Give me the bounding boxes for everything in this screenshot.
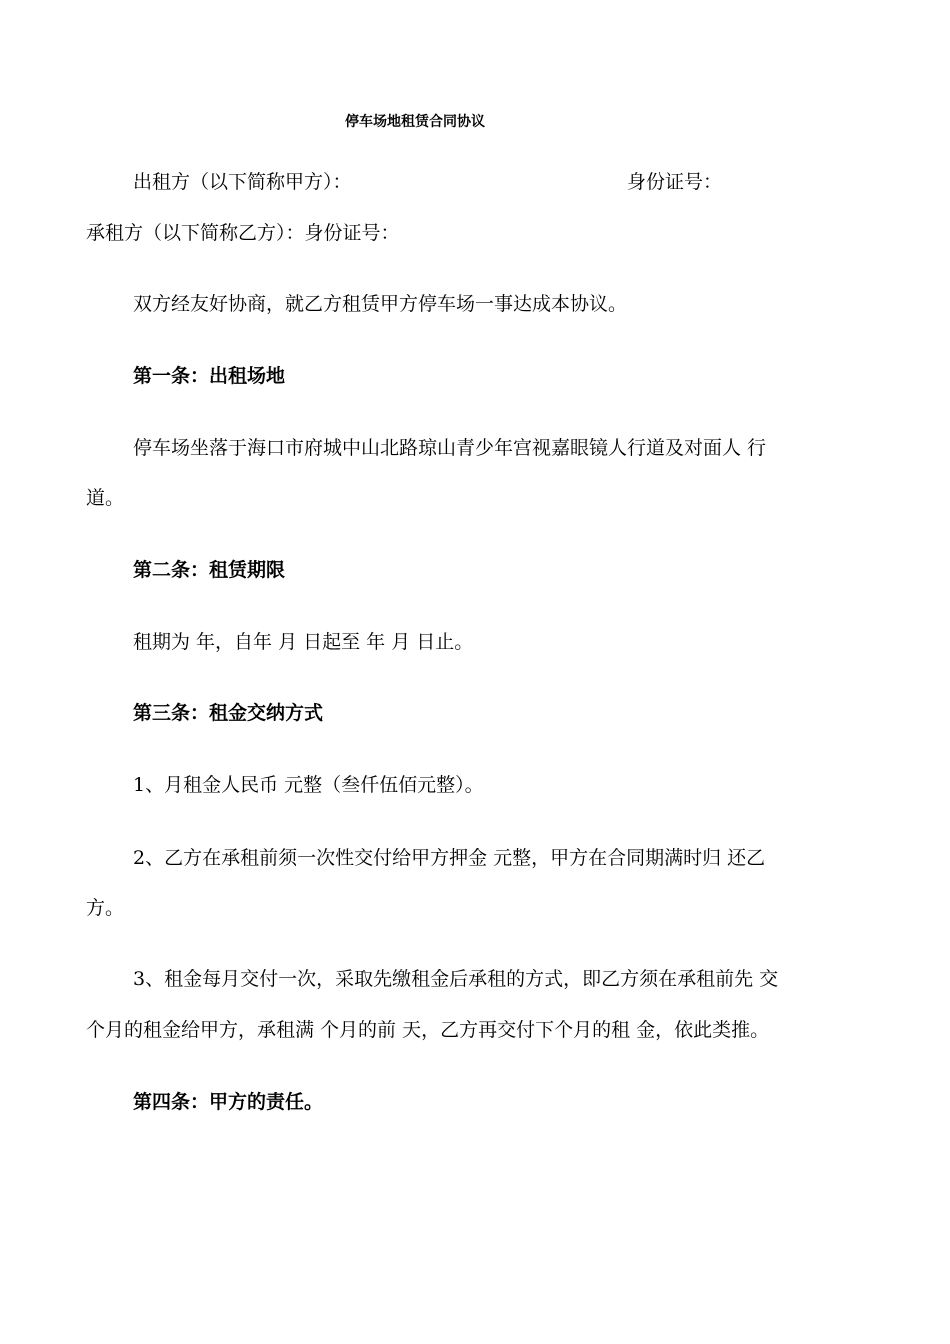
party-a-label: 出租方（以下简称甲方）： — [133, 171, 352, 193]
article2-heading: 第二条：租赁期限 — [133, 559, 286, 581]
article3-item3-line2: 个月的租金给甲方，承租满 个月的前 天，乙方再交付下个月的租 金，依此类推。 — [86, 1019, 770, 1041]
intro-paragraph: 双方经友好协商，就乙方租赁甲方停车场一事达成本协议。 — [133, 293, 628, 315]
article3-item1: 1、月租金人民币 元整（叁仟伍佰元整）。 — [133, 774, 484, 796]
article3-heading: 第三条：租金交纳方式 — [133, 702, 324, 724]
party-b-line: 承租方（以下简称乙方）：身份证号： — [86, 222, 400, 244]
article3-item2-line1: 2、乙方在承租前须一次性交付给甲方押金 元整，甲方在合同期满时归 还乙 — [133, 847, 766, 869]
party-a-id-label: 身份证号： — [627, 171, 723, 193]
article1-text-line1: 停车场坐落于海口市府城中山北路琼山青少年宫视嘉眼镜人行道及对面人 行 — [133, 437, 767, 459]
article4-heading: 第四条：甲方的责任。 — [133, 1091, 324, 1113]
document-title: 停车场地租赁合同协议 — [345, 114, 485, 130]
article3-item2-line2: 方。 — [86, 897, 125, 919]
article1-heading: 第一条：出租场地 — [133, 365, 286, 387]
article3-item3-line1: 3、租金每月交付一次，采取先缴租金后承租的方式，即乙方须在承租前先 交 — [133, 968, 779, 990]
article2-text: 租期为 年，自年 月 日起至 年 月 日止。 — [133, 631, 474, 653]
article1-text-line2: 道。 — [86, 487, 125, 509]
